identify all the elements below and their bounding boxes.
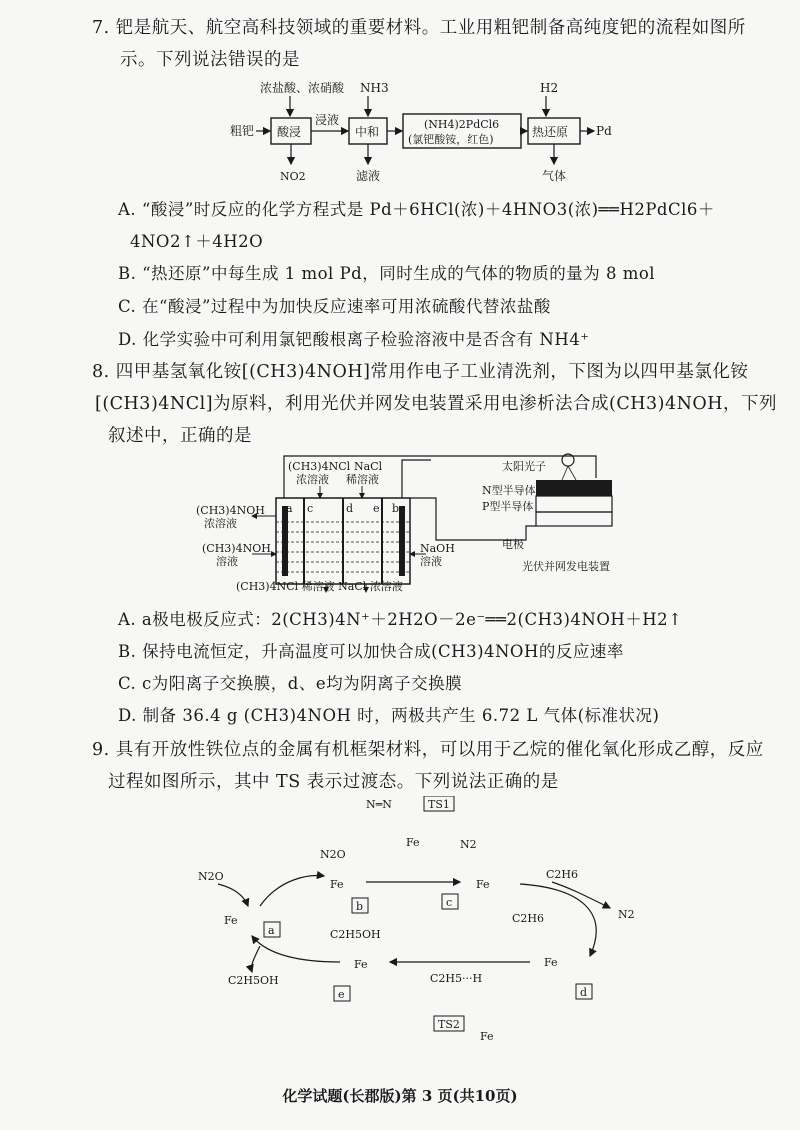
q9-stem-line2: 过程如图所示，其中 TS 表示过渡态。下列说法正确的是 (108, 772, 559, 792)
q7-option-a-line1: A. “酸浸”时反应的化学方程式是 Pd＋6HCl(浓)＋4HNO3(浓)══H2PdCl6＋ (118, 200, 715, 219)
q9-b-fe: Fe (330, 878, 344, 891)
q8-option-b: B. 保持电流恒定，升高温度可以加快合成(CH3)4NOH的反应速率 (118, 642, 624, 661)
q7-reagent2: NH3 (360, 81, 389, 95)
q7-option-c: C. 在“酸浸”过程中为加快反应速率可用浓硫酸代替浓盐酸 (118, 297, 551, 316)
q8-stem-line2: [(CH3)4NCl]为原料，利用光伏并网发电装置采用电渗析法合成(CH3)4NOH，下列 (95, 394, 778, 414)
q9-a-fe: Fe (224, 914, 238, 927)
q8-sun-label: 太阳光子 (502, 460, 546, 473)
q9-label-b: b (356, 900, 364, 913)
q8-electrode-label: 电极 (502, 538, 524, 551)
q8-bottom-label: (CH3)4NCl 稀溶液 NaCl 浓溶液 (236, 580, 403, 593)
q9-n2-out: N2 (618, 908, 635, 921)
q9-ts1-fe: Fe (406, 836, 420, 849)
q8-top-left-2: 浓溶液 (296, 473, 329, 486)
q7-box-salt-line1: (NH4)2PdCl6 (424, 118, 500, 131)
q8-label-c: c (307, 502, 314, 515)
q8-left-bottom-1: (CH3)4NOH (202, 542, 271, 555)
q9-label-e: e (338, 988, 345, 1001)
q9-c-fe: Fe (476, 878, 490, 891)
q7-out-gas: 气体 (542, 169, 567, 183)
q7-product: Pd (596, 124, 612, 138)
q7-stem-line2: 示。下列说法错误的是 (120, 50, 300, 70)
q8-left-top-2: 浓溶液 (204, 517, 237, 530)
q7-out-no2: NO2 (280, 170, 306, 183)
q8-left-bottom-2: 溶液 (216, 555, 238, 568)
q7-option-b: B. “热还原”中每生成 1 mol Pd，同时生成的气体的物质的量为 8 mol (118, 264, 656, 283)
q9-ts2-label: TS2 (438, 1018, 460, 1031)
q9-b-ligand: N2O (320, 848, 346, 861)
q8-device-label: 光伏并网发电装置 (522, 560, 610, 573)
q9-d-fe: Fe (544, 956, 558, 969)
q9-ts1-label: TS1 (428, 798, 450, 811)
q9-catalytic-cycle (190, 796, 650, 1076)
q9-ts1-n2: N═N (366, 798, 392, 811)
q8-stem-line1: 8. 四甲基氢氧化铵[(CH3)4NOH]常用作电子工业清洗剂，下图为以四甲基氯化铵 (92, 362, 749, 382)
q8-right-bottom-2: 溶液 (420, 555, 442, 568)
q8-stem-line3: 叙述中，正确的是 (108, 426, 252, 446)
q9-label-a: a (268, 924, 275, 937)
q8-p-semi-label: P型半导体 (482, 500, 534, 513)
q8-top-left-1: (CH3)4NCl (288, 460, 351, 473)
q7-stem-line1: 7. 钯是航天、航空高科技领域的重要材料。工业用粗钯制备高纯度钯的流程如图所 (92, 18, 746, 38)
q7-box-acid-label: 酸浸 (277, 125, 302, 139)
q8-option-c: C. c为阳离子交换膜，d、e均为阴离子交换膜 (118, 674, 463, 693)
page-footer: 化学试题(长郡版)第 3 页(共10页) (282, 1087, 518, 1105)
q9-ts2-ligand: C2H5···H (430, 972, 483, 985)
q9-ts2-fe: Fe (480, 1030, 494, 1043)
q8-electrode-a (282, 506, 288, 576)
q8-label-b: b (392, 502, 400, 515)
q8-right-bottom-1: NaOH (420, 542, 455, 555)
q9-n2o-in: N2O (198, 870, 224, 883)
q7-arrow-leach: 浸液 (315, 113, 340, 127)
q7-box-salt-line2: (氯钯酸铵，红色) (408, 133, 494, 146)
q9-e-fe: Fe (354, 958, 368, 971)
q8-option-a: A. a极电极反应式：2(CH3)4N⁺＋2H2O－2e⁻══2(CH3)4NOH＋H2↑ (118, 610, 683, 629)
q8-electrodialysis-diagram (196, 450, 656, 602)
q9-d-ligand: C2H6 (512, 912, 545, 925)
q8-n-semi-label: N型半导体 (482, 484, 536, 497)
q8-label-e: e (373, 502, 380, 515)
q7-flow-diagram (230, 78, 640, 188)
q9-e-ligand: C2H5OH (330, 928, 381, 941)
q9-label-c: c (446, 896, 453, 909)
q7-reagent1: 浓盐酸、浓硝酸 (260, 81, 345, 95)
q9-label-d: d (580, 986, 588, 999)
q8-top-right-2: 稀溶液 (346, 473, 379, 486)
q9-c2h6-in: C2H6 (546, 868, 579, 881)
q9-c-ligand: N2 (460, 838, 477, 851)
q8-n-semiconductor (536, 480, 612, 496)
q9-c2h5oh-out: C2H5OH (228, 974, 279, 987)
q7-box-neutral-label: 中和 (355, 125, 380, 139)
q7-option-d: D. 化学实验中可利用氯钯酸根离子检验溶液中是否含有 NH4⁺ (118, 330, 590, 349)
q8-left-top-1: (CH3)4NOH (196, 504, 265, 517)
q8-label-d: d (346, 502, 354, 515)
q8-p-semiconductor (536, 496, 612, 512)
q8-top-right-1: NaCl (354, 460, 383, 473)
q7-start: 粗钯 (230, 124, 255, 138)
q8-electrode-b (399, 506, 405, 576)
q7-option-a-line2: 4NO2↑＋4H2O (130, 232, 264, 251)
q8-label-a: a (286, 502, 293, 515)
q9-stem-line1: 9. 具有开放性铁位点的金属有机框架材料，可以用于乙烷的催化氧化形成乙醇，反应 (92, 740, 764, 760)
q8-option-d: D. 制备 36.4 g (CH3)4NOH 时，两极共产生 6.72 L 气体(标准状况) (118, 706, 660, 725)
q7-reagent3: H2 (540, 81, 559, 95)
q7-box-reduce-label: 热还原 (532, 125, 569, 139)
q8-pv-electrode (536, 512, 612, 526)
q7-out-filtrate: 滤液 (356, 169, 381, 183)
